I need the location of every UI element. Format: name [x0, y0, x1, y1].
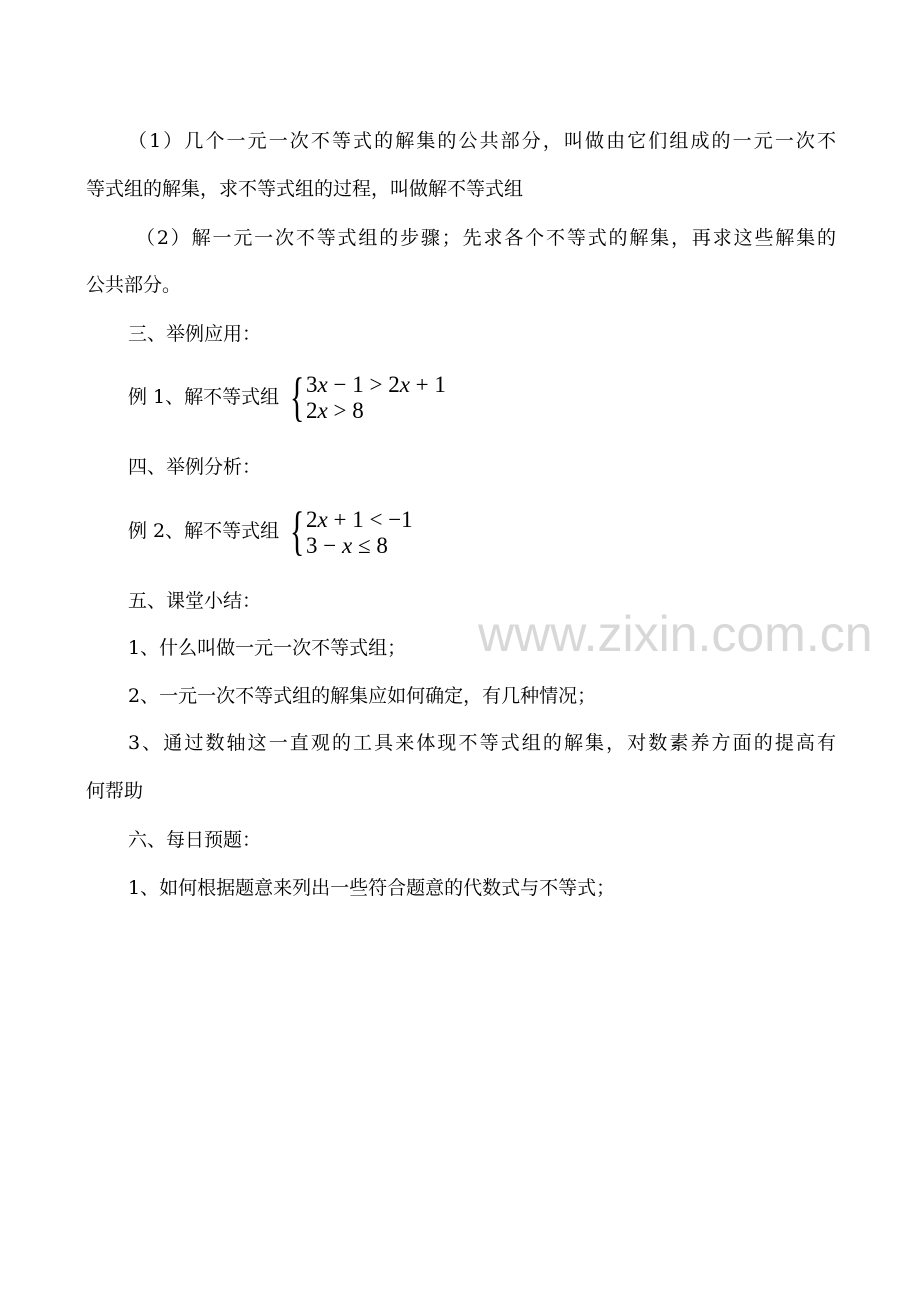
- section-heading-summary: 五、课堂小结：: [128, 590, 262, 612]
- summary-item-3-line-1: 3、通过数轴这一直观的工具来体现不等式组的解集，对数素养方面的提高有: [128, 732, 836, 754]
- section-heading-preview: 六、每日预题：: [128, 829, 262, 851]
- summary-item-2: 2、一元一次不等式组的解集应如何确定，有几种情况；: [128, 685, 597, 707]
- example-1-inequality-2: 2x > 8: [306, 398, 364, 423]
- example-2-label: 例 2、解不等式组: [128, 520, 280, 542]
- left-brace-icon: {: [290, 367, 305, 427]
- summary-item-1: 1、什么叫做一元一次不等式组；: [128, 637, 407, 659]
- example-1-inequality-1: 3x − 1 > 2x + 1: [306, 372, 446, 397]
- summary-item-3-line-2: 何帮助: [86, 780, 144, 802]
- example-2-inequality-1: 2x + 1 < −1: [306, 507, 413, 532]
- site-watermark: www.zixin.com.cn: [478, 606, 873, 662]
- left-brace-icon: {: [290, 501, 305, 561]
- steps-paragraph-line-1: （2）解一元一次不等式组的步骤；先求各个不等式的解集，再求这些解集的: [136, 227, 836, 249]
- example-2-inequality-2: 3 − x ≤ 8: [306, 533, 388, 558]
- section-heading-examples: 三、举例应用：: [128, 323, 262, 345]
- preview-item-1: 1、如何根据题意来列出一些符合题意的代数式与不等式；: [128, 877, 616, 899]
- example-1-label: 例 1、解不等式组: [128, 386, 280, 408]
- steps-paragraph-line-2: 公共部分。: [86, 274, 182, 296]
- section-heading-analysis: 四、举例分析：: [128, 456, 262, 478]
- definition-paragraph-line-2: 等式组的解集，求不等式组的过程，叫做解不等式组: [86, 178, 524, 200]
- definition-paragraph-line-1: （1）几个一元一次不等式的解集的公共部分，叫做由它们组成的一元一次不: [128, 130, 836, 152]
